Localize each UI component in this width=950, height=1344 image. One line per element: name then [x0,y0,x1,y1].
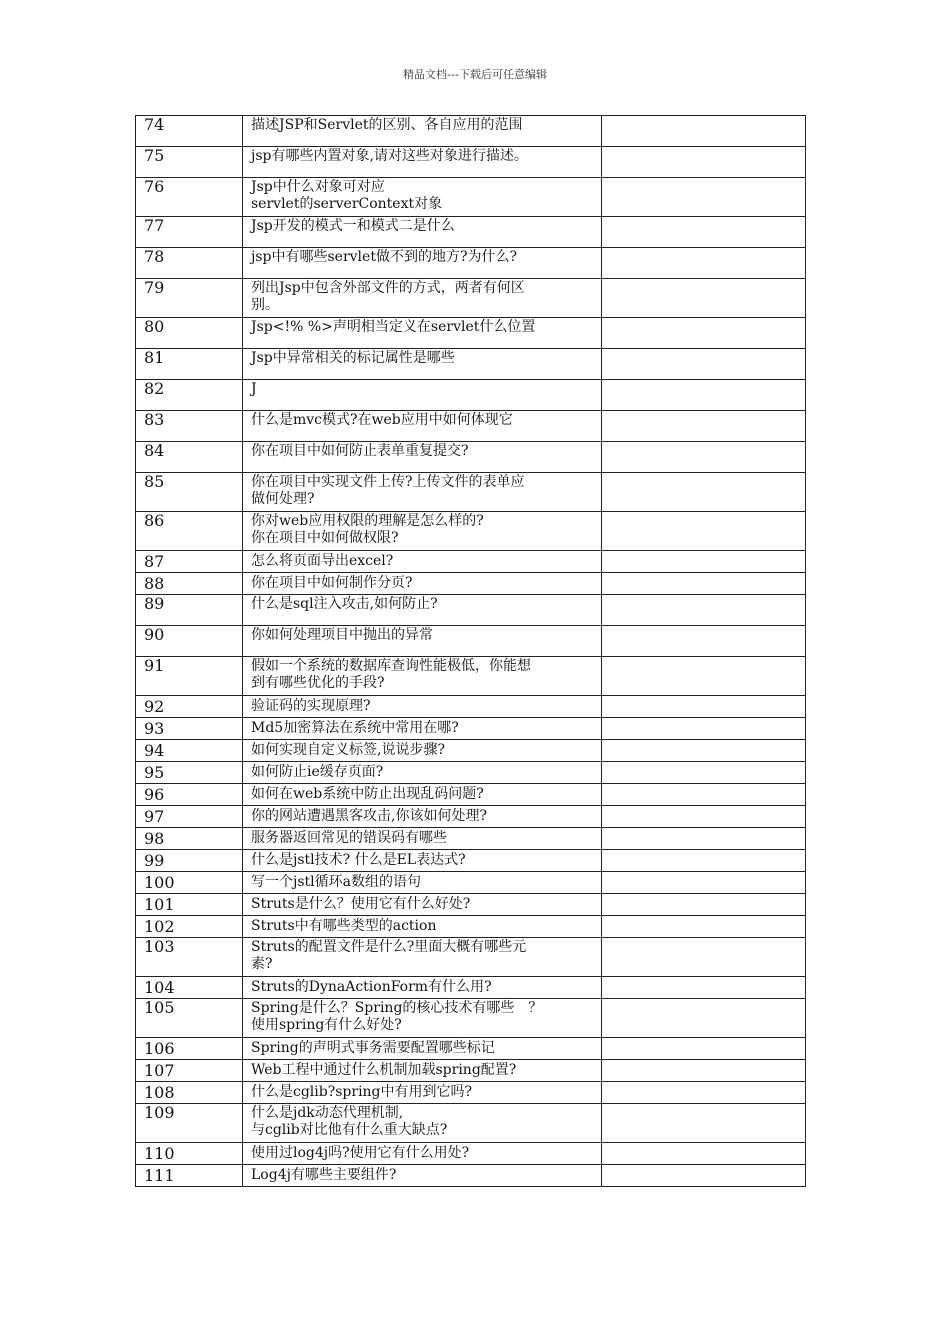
question-text: 什么是mvc模式?在web应用中如何体现它 [251,412,513,428]
answer-cell [602,894,806,916]
question-number: 98 [136,828,243,850]
question-text: 什么是cglib?spring中有用到它吗? [251,1084,473,1100]
table-row [136,977,806,999]
question-text: 你在项目中如何防止表单重复提交? [251,443,469,459]
question-number: 83 [136,411,243,442]
question-number: 103 [136,938,243,977]
table-row [136,1104,806,1143]
question-number: 102 [136,916,243,938]
page-header: 精品文档---下载后可任意编辑 [403,68,547,81]
table-row [136,999,806,1038]
question-cell [243,1038,602,1060]
answer-cell [602,349,806,380]
question-text: 你如何处理项目中抛出的异常 [251,627,433,643]
table-row [136,850,806,872]
question-cell [243,217,602,248]
question-cell [243,411,602,442]
question-number: 107 [136,1060,243,1082]
answer-cell [602,696,806,718]
question-cell [243,116,602,147]
question-cell [243,872,602,894]
answer-cell [602,551,806,573]
answer-cell [602,999,806,1038]
question-cell [243,1165,602,1187]
question-text: Struts中有哪些类型的action [251,918,437,934]
question-cell [243,916,602,938]
question-cell [243,784,602,806]
answer-cell [602,279,806,318]
table-row [136,116,806,147]
answer-cell [602,1038,806,1060]
question-text: Jsp<!% %>声明相当定义在servlet什么位置 [251,319,536,335]
question-number: 75 [136,147,243,178]
question-number: 77 [136,217,243,248]
question-cell [243,442,602,473]
table-row [136,626,806,657]
question-text: 使用过log4j吗?使用它有什么用处? [251,1145,470,1161]
question-text: Jsp中什么对象可对应 servlet的serverContext对象 [251,179,443,212]
question-cell [243,380,602,411]
answer-cell [602,740,806,762]
question-number: 87 [136,551,243,573]
question-number: 91 [136,657,243,696]
question-text: Spring的声明式事务需要配置哪些标记 [251,1040,495,1056]
question-table [135,115,806,1187]
table-row [136,380,806,411]
question-cell [243,999,602,1038]
question-text: Md5加密算法在系统中常用在哪? [251,720,459,736]
table-row [136,872,806,894]
question-number: 88 [136,573,243,595]
answer-cell [602,473,806,512]
answer-cell [602,1060,806,1082]
question-text: Jsp开发的模式一和模式二是什么 [251,218,455,234]
table-row [136,473,806,512]
question-number: 106 [136,1038,243,1060]
question-cell [243,551,602,573]
table-row [136,551,806,573]
answer-cell [602,1082,806,1104]
question-cell [243,626,602,657]
answer-cell [602,828,806,850]
question-number: 105 [136,999,243,1038]
table-row [136,1082,806,1104]
answer-cell [602,872,806,894]
answer-cell [602,784,806,806]
table-row [136,147,806,178]
question-cell [243,938,602,977]
question-text: J [251,381,257,397]
question-cell [243,573,602,595]
question-cell [243,894,602,916]
question-number: 79 [136,279,243,318]
question-cell [243,762,602,784]
question-cell [243,1104,602,1143]
question-number: 111 [136,1165,243,1187]
question-number: 101 [136,894,243,916]
question-text: 假如一个系统的数据库查询性能极低，你能想 到有哪些优化的手段? [251,658,531,691]
question-number: 92 [136,696,243,718]
question-cell [243,977,602,999]
answer-cell [602,512,806,551]
question-text: Struts是什么？使用它有什么好处? [251,896,471,912]
table-row [136,1038,806,1060]
question-text: 列出Jsp中包含外部文件的方式，两者有何区 别。 [251,280,525,313]
question-cell [243,318,602,349]
question-cell [243,1143,602,1165]
question-cell [243,1082,602,1104]
table-row [136,442,806,473]
table-row [136,740,806,762]
answer-cell [602,147,806,178]
question-number: 74 [136,116,243,147]
answer-cell [602,318,806,349]
question-text: 你在项目中实现文件上传?上传文件的表单应 做何处理? [251,474,525,507]
question-number: 110 [136,1143,243,1165]
question-number: 95 [136,762,243,784]
answer-cell [602,762,806,784]
answer-cell [602,850,806,872]
question-cell [243,657,602,696]
question-cell [243,740,602,762]
question-text: 什么是sql注入攻击,如何防止? [251,596,438,612]
question-text: 如何在web系统中防止出现乱码问题? [251,786,484,802]
question-cell [243,1060,602,1082]
table-row [136,512,806,551]
question-number: 89 [136,595,243,626]
question-text: 你的网站遭遇黑客攻击,你该如何处理? [251,808,487,824]
question-cell [243,806,602,828]
question-cell [243,279,602,318]
question-text: 如何防止ie缓存页面? [251,764,384,780]
table-row [136,1165,806,1187]
question-cell [243,828,602,850]
answer-cell [602,938,806,977]
table-row [136,279,806,318]
question-cell [243,178,602,217]
table-row [136,217,806,248]
question-text: 描述JSP和Servlet的区别、各自应用的范围 [251,117,523,133]
question-text: 如何实现自定义标签,说说步骤? [251,742,445,758]
table-row [136,718,806,740]
answer-cell [602,806,806,828]
table-row [136,916,806,938]
question-text: Spring是什么？Spring的核心技术有哪些 ？ 使用spring有什么好处? [251,1000,543,1033]
question-cell [243,696,602,718]
question-cell [243,147,602,178]
answer-cell [602,977,806,999]
question-text: Jsp中异常相关的标记属性是哪些 [251,350,455,366]
table-row [136,349,806,380]
question-cell [243,718,602,740]
question-text: Struts的配置文件是什么?里面大概有哪些元 素? [251,939,527,972]
answer-cell [602,657,806,696]
question-text: 服务器返回常见的错误码有哪些 [251,830,447,846]
question-number: 93 [136,718,243,740]
table-row [136,178,806,217]
answer-cell [602,116,806,147]
table-row [136,938,806,977]
table-row [136,784,806,806]
question-number: 84 [136,442,243,473]
answer-cell [602,380,806,411]
answer-cell [602,595,806,626]
question-number: 97 [136,806,243,828]
question-number: 109 [136,1104,243,1143]
question-number: 81 [136,349,243,380]
question-number: 99 [136,850,243,872]
table-row [136,894,806,916]
table-row [136,595,806,626]
table-row [136,1060,806,1082]
answer-cell [602,626,806,657]
question-text: 怎么将页面导出excel? [251,553,394,569]
answer-cell [602,178,806,217]
question-number: 82 [136,380,243,411]
question-cell [243,349,602,380]
question-number: 80 [136,318,243,349]
question-number: 108 [136,1082,243,1104]
question-number: 76 [136,178,243,217]
question-text: 写一个jstl循环a数组的语句 [251,874,421,890]
answer-cell [602,442,806,473]
question-number: 78 [136,248,243,279]
answer-cell [602,718,806,740]
answer-cell [602,916,806,938]
question-text: Struts的DynaActionForm有什么用? [251,979,492,995]
question-number: 104 [136,977,243,999]
question-text: 验证码的实现原理? [251,698,371,714]
question-number: 90 [136,626,243,657]
table-row [136,762,806,784]
table-row [136,411,806,442]
question-cell [243,595,602,626]
table-row [136,573,806,595]
table-row [136,806,806,828]
question-number: 85 [136,473,243,512]
answer-cell [602,1165,806,1187]
question-cell [243,850,602,872]
table-row [136,657,806,696]
table-row [136,1143,806,1165]
question-text: 什么是jstl技术? 什么是EL表达式? [251,852,466,868]
question-cell [243,512,602,551]
question-cell [243,248,602,279]
answer-cell [602,1104,806,1143]
question-text: Web工程中通过什么机制加载spring配置? [251,1062,517,1078]
question-number: 94 [136,740,243,762]
question-table-body [136,116,806,1187]
table-row [136,248,806,279]
question-number: 96 [136,784,243,806]
table-row [136,318,806,349]
question-text: 你对web应用权限的理解是怎么样的? 你在项目中如何做权限? [251,513,484,546]
question-number: 100 [136,872,243,894]
answer-cell [602,217,806,248]
question-text: 什么是jdk动态代理机制, 与cglib对比他有什么重大缺点? [251,1105,448,1138]
question-text: 你在项目中如何制作分页? [251,575,413,591]
question-text: Log4j有哪些主要组件? [251,1167,397,1183]
answer-cell [602,573,806,595]
question-cell [243,473,602,512]
answer-cell [602,411,806,442]
question-text: jsp中有哪些servlet做不到的地方?为什么? [251,249,517,265]
table-row [136,828,806,850]
question-text: jsp有哪些内置对象,请对这些对象进行描述。 [251,148,528,164]
answer-cell [602,1143,806,1165]
question-number: 86 [136,512,243,551]
answer-cell [602,248,806,279]
table-row [136,696,806,718]
